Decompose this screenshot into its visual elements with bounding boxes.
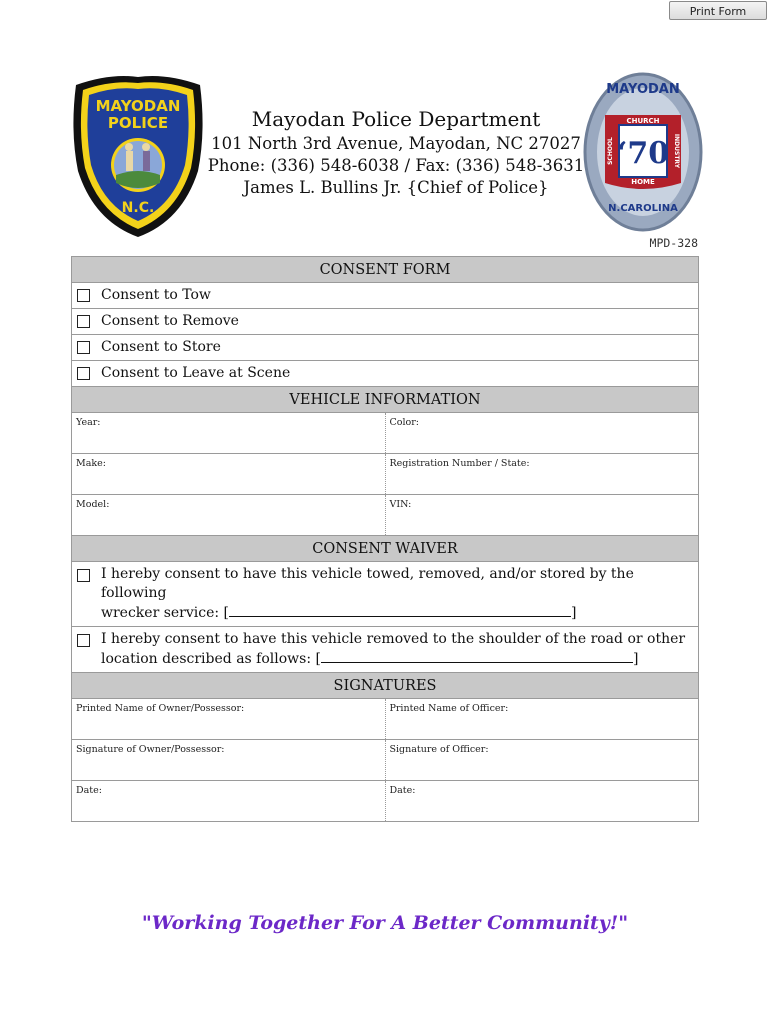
wrecker-service-line: [101, 602, 690, 623]
waiver-tow-text: I hereby consent to have this vehicle towed, removed, and/or stored by the following: [101, 566, 634, 601]
owner-date-field[interactable]: Date:: [76, 784, 102, 796]
year-field[interactable]: Year:: [76, 417, 101, 428]
signature-row: [72, 781, 698, 821]
consent-form-heading: CONSENT FORM: [72, 257, 698, 283]
officer-printed-name-field[interactable]: Printed Name of Officer:: [385, 699, 699, 739]
consent-option-remove: [72, 309, 698, 335]
svg-text:MAYODAN: MAYODAN: [606, 82, 680, 97]
mayodan-city-seal-logo: [583, 71, 704, 234]
officer-date-field[interactable]: Date:: [385, 781, 699, 821]
chief-of-police: James L. Bullins Jr. {Chief of Police}: [243, 178, 549, 197]
waiver-tow-item: [72, 562, 698, 627]
consent-option-store: [72, 335, 698, 361]
consent-option-label: Consent to Remove: [101, 313, 239, 329]
officer-signature-field[interactable]: Signature of Officer:: [385, 740, 699, 780]
owner-printed-name-field[interactable]: Printed Name of Owner/Possessor:: [76, 702, 245, 714]
signature-row: [72, 699, 698, 740]
consent-tow-checkbox[interactable]: [77, 289, 90, 302]
svg-text:POLICE: POLICE: [107, 114, 169, 132]
vehicle-row: [72, 454, 698, 495]
department-address: 101 North 3rd Avenue, Mayodan, NC 27027: [211, 134, 581, 153]
location-description-line: [101, 648, 690, 669]
location-description-input[interactable]: [321, 648, 633, 663]
color-field[interactable]: Color:: [385, 413, 699, 453]
svg-text:MAYODAN: MAYODAN: [95, 97, 181, 115]
consent-waiver-heading: CONSENT WAIVER: [72, 536, 698, 562]
waiver-tow-checkbox[interactable]: [77, 569, 90, 582]
svg-text:‘70: ‘70: [616, 136, 670, 171]
signature-row: [72, 740, 698, 781]
waiver-shoulder-checkbox[interactable]: [77, 634, 90, 647]
consent-remove-checkbox[interactable]: [77, 315, 90, 328]
mayodan-police-badge-logo: [70, 71, 206, 239]
svg-text:CHURCH: CHURCH: [626, 117, 660, 125]
consent-option-tow: [72, 283, 698, 309]
owner-signature-field[interactable]: Signature of Owner/Possessor:: [76, 743, 225, 755]
vin-field[interactable]: VIN:: [385, 495, 699, 535]
svg-text:N.C.: N.C.: [121, 200, 155, 216]
department-phone: Phone: (336) 548-6038 / Fax: (336) 548-3631: [207, 156, 585, 175]
consent-option-leave: [72, 361, 698, 387]
community-slogan: "Working Together For A Better Community!": [141, 912, 629, 934]
svg-text:N.CAROLINA: N.CAROLINA: [608, 203, 678, 214]
svg-text:HOME: HOME: [631, 178, 655, 186]
waiver-tow-prefix: wrecker service: [: [101, 605, 230, 621]
vehicle-row: [72, 413, 698, 454]
department-header: [200, 106, 592, 199]
waiver-shoulder-suffix: ]: [632, 651, 639, 667]
consent-option-label: Consent to Store: [101, 339, 221, 355]
consent-leave-checkbox[interactable]: [77, 367, 90, 380]
svg-text:SCHOOL: SCHOOL: [607, 137, 614, 165]
registration-field[interactable]: Registration Number / State:: [385, 454, 699, 494]
signatures-heading: SIGNATURES: [72, 673, 698, 699]
waiver-shoulder-text: I hereby consent to have this vehicle removed to the shoulder of the road or other: [101, 630, 686, 647]
consent-store-checkbox[interactable]: [77, 341, 90, 354]
consent-option-label: Consent to Leave at Scene: [101, 365, 291, 381]
consent-option-label: Consent to Tow: [101, 287, 211, 303]
vehicle-row: [72, 495, 698, 536]
waiver-shoulder-item: [72, 627, 698, 673]
consent-form-table: [71, 256, 699, 822]
department-title: Mayodan Police Department: [251, 107, 541, 131]
model-field[interactable]: Model:: [76, 499, 110, 510]
waiver-shoulder-prefix: location described as follows: [: [101, 651, 321, 667]
vehicle-info-heading: VEHICLE INFORMATION: [72, 387, 698, 413]
svg-text:INDUSTRY: INDUSTRY: [673, 133, 680, 169]
make-field[interactable]: Make:: [76, 458, 106, 469]
waiver-tow-suffix: ]: [571, 605, 577, 621]
print-form-button[interactable]: Print Form: [669, 1, 767, 20]
wrecker-service-input[interactable]: [229, 602, 571, 617]
form-number: MPD-328: [649, 236, 698, 250]
